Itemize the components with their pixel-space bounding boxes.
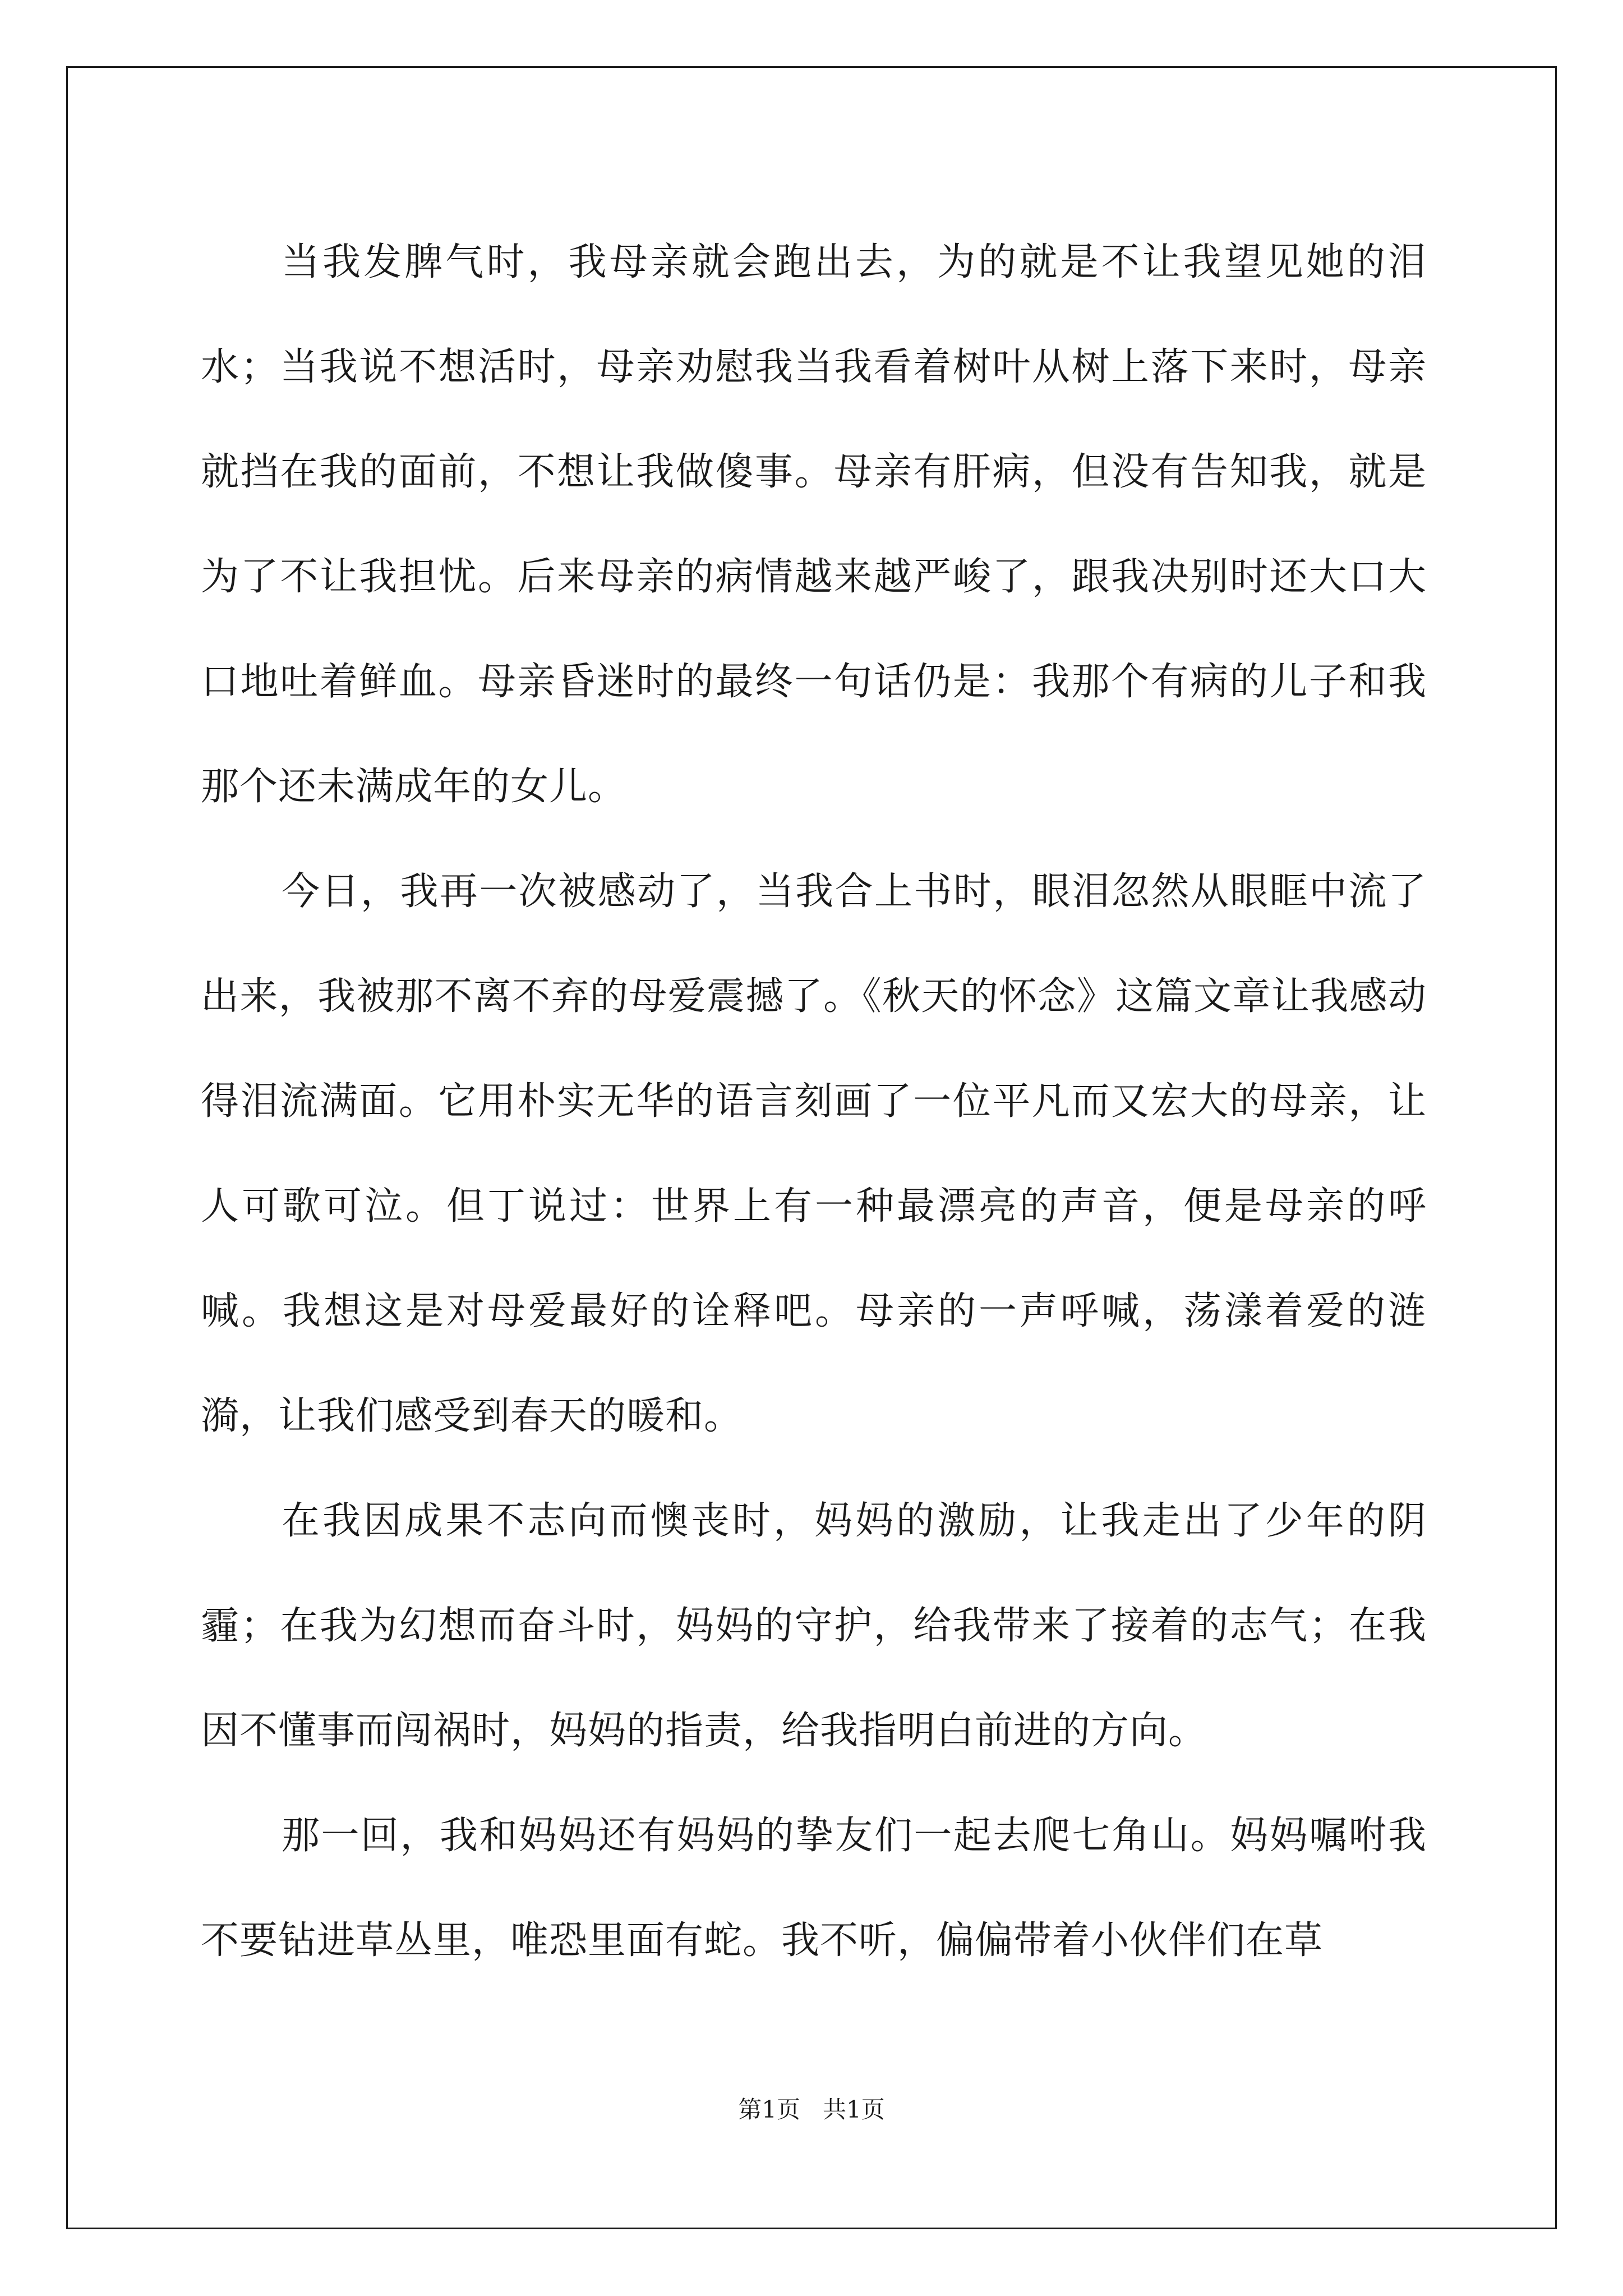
paragraph-4: 那一回，我和妈妈还有妈妈的挚友们一起去爬七角山。妈妈嘱咐我不要钻进草丛里，唯恐里面有蛇。我不听，偏偏带着小伙伴们在草 (201, 1814, 1427, 1963)
paragraph-3: 在我因成果不志向而懊丧时，妈妈的激励，让我走出了少年的阴霾；在我为幻想而奋斗时，妈妈的守护，给我带来了接着的志气；在我因不懂事而闯祸时，妈妈的指责，给我指明白前进的方向。 (201, 1499, 1427, 1753)
paragraph-1: 当我发脾气时，我母亲就会跑出去，为的就是不让我望见她的泪水；当我说不想活时，母亲劝慰我当我看着树叶从树上落下来时，母亲就挡在我的面前，不想让我做傻事。母亲有肝病，但没有告知我，就是为了不让我担忧。后来母亲的病情越来越严峻了，跟我决别时还大口大口地吐着鲜血。母亲昏迷时的最终一句话仍是：我那个有病的儿子和我那个还未满成年的女儿。 (201, 240, 1427, 809)
document-body (201, 210, 1427, 1993)
page-number-footer: 第1页 共1页 (738, 2096, 885, 2123)
paragraph-2: 今日，我再一次被感动了，当我合上书时，眼泪忽然从眼眶中流了出来，我被那不离不弃的母爱震撼了。《秋天的怀念》这篇文章让我感动得泪流满面。它用朴实无华的语言刻画了一位平凡而又宏大的母亲，让人可歌可泣。但丁说过：世界上有一种最漂亮的声音，便是母亲的呼喊。我想这是对母爱最好的诠释吧。母亲的一声呼喊，荡漾着爱的涟漪，让我们感受到春天的暖和。 (201, 869, 1427, 1438)
